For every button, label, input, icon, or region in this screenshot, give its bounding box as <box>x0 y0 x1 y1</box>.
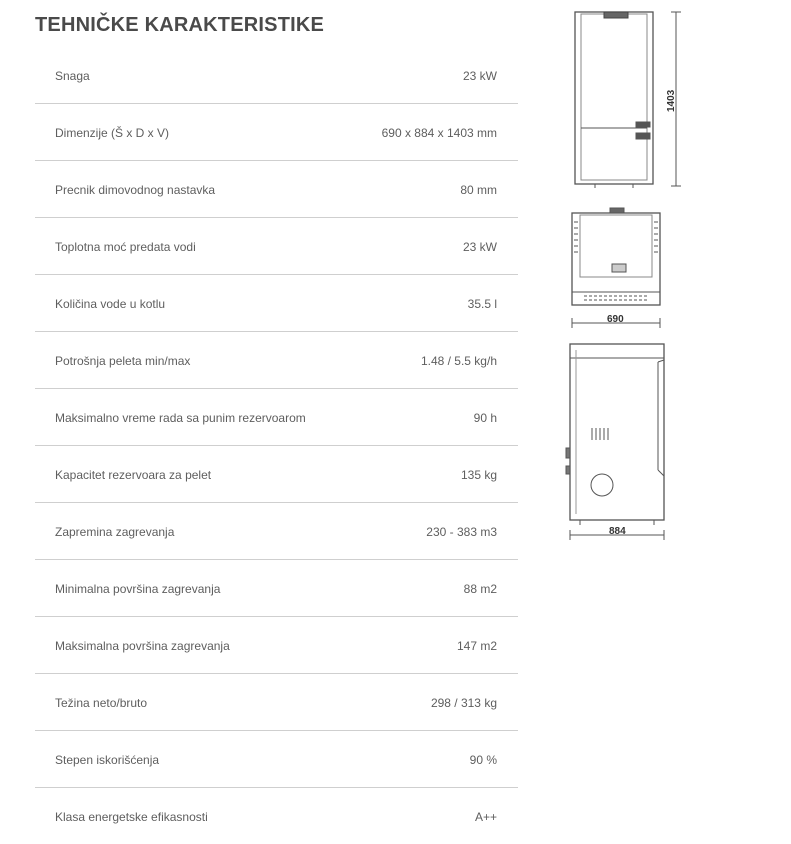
side-view-drawing <box>566 344 664 540</box>
spec-row <box>35 788 518 844</box>
spec-row <box>35 503 518 560</box>
spec-row <box>35 731 518 788</box>
spec-label: Klasa energetske efikasnosti <box>55 810 208 824</box>
spec-value: 35.5 l <box>467 297 497 311</box>
spec-label: Maksimalna površina zagrevanja <box>55 639 230 653</box>
spec-label: Količina vode u kotlu <box>55 297 166 311</box>
spec-value: 23 kW <box>462 69 497 83</box>
spec-label: Snaga <box>55 69 90 83</box>
spec-row <box>35 560 518 617</box>
spec-row <box>35 218 518 275</box>
spec-value: 1.48 / 5.5 kg/h <box>420 354 497 368</box>
depth-dimension-label: 884 <box>609 526 626 537</box>
spec-label: Precnik dimovodnog nastavka <box>55 183 216 197</box>
drawings-svg <box>540 0 790 560</box>
spec-value: 23 kW <box>462 240 497 254</box>
spec-label: Težina neto/bruto <box>55 696 148 710</box>
spec-row <box>35 275 518 332</box>
spec-row <box>35 104 518 161</box>
spec-row <box>35 446 518 503</box>
top-view-drawing <box>572 208 660 328</box>
spec-value: 90 h <box>473 411 497 425</box>
technical-drawings <box>540 0 790 560</box>
spec-label: Kapacitet rezervoara za pelet <box>55 468 212 482</box>
spec-row <box>35 47 518 104</box>
spec-value: A++ <box>474 810 497 824</box>
spec-value: 298 / 313 kg <box>430 696 497 710</box>
spec-row <box>35 161 518 218</box>
spec-value: 690 x 884 x 1403 mm <box>381 126 497 140</box>
spec-value: 80 mm <box>460 183 497 197</box>
spec-label: Minimalna površina zagrevanja <box>55 582 221 596</box>
spec-label: Zapremina zagrevanja <box>55 525 175 539</box>
page-title: TEHNIČKE KARAKTERISTIKE <box>35 14 325 36</box>
spec-value: 147 m2 <box>456 639 497 653</box>
spec-label: Stepen iskorišćenja <box>55 753 160 767</box>
spec-label: Potrošnja peleta min/max <box>55 354 191 368</box>
spec-row <box>35 617 518 674</box>
spec-row <box>35 389 518 446</box>
spec-label: Maksimalno vreme rada sa punim rezervoarom <box>55 411 306 425</box>
spec-row <box>35 332 518 389</box>
width-dimension-label: 690 <box>607 314 624 325</box>
spec-label: Dimenzije (Š x D x V) <box>55 126 170 140</box>
spec-value: 135 kg <box>460 468 497 482</box>
spec-table <box>35 47 518 844</box>
spec-label: Toplotna moć predata vodi <box>55 240 196 254</box>
spec-value: 230 - 383 m3 <box>426 525 497 539</box>
spec-value: 90 % <box>469 753 497 767</box>
spec-row <box>35 674 518 731</box>
spec-value: 88 m2 <box>463 582 497 596</box>
height-dimension-label: 1403 <box>666 89 677 112</box>
